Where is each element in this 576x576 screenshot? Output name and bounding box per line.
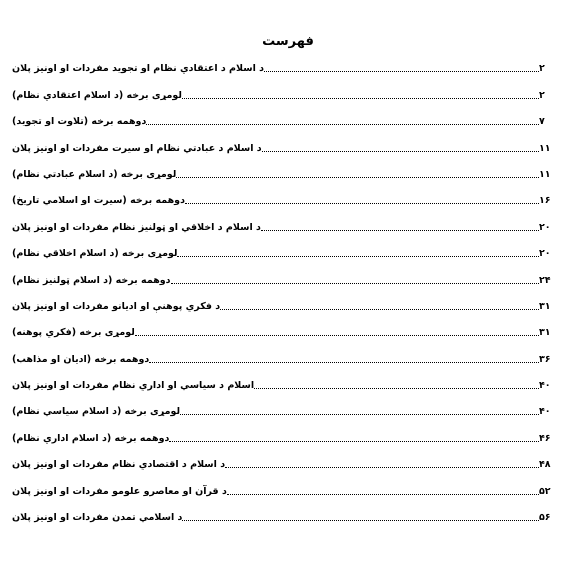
toc-entry bbox=[10, 237, 555, 263]
toc-dot-leader bbox=[146, 124, 539, 125]
toc-entry bbox=[10, 105, 555, 131]
toc-entry-label: لومړی برخه (د اسلام اخلاقي نظام) bbox=[12, 248, 178, 260]
toc-entry bbox=[10, 184, 555, 210]
toc-entry-label: لومړی برخه (د اسلام سیاسي نظام) bbox=[12, 406, 181, 418]
toc-entry-label: د اسلامي تمدن مفردات او اونیز پلان bbox=[12, 512, 183, 524]
toc-entry-page-number: ۴۸ bbox=[539, 459, 551, 471]
toc-dot-leader bbox=[177, 256, 539, 257]
toc-entry-label: دوهمه برخه (سیرت او اسلامي تاریخ) bbox=[12, 195, 185, 207]
toc-entry bbox=[10, 421, 555, 447]
toc-entry-label: لومړی برخه (فکري پوهنه) bbox=[12, 327, 135, 339]
toc-dot-leader bbox=[180, 414, 539, 415]
toc-entry bbox=[10, 369, 555, 395]
toc-dot-leader bbox=[262, 151, 539, 152]
toc-entry bbox=[10, 158, 555, 184]
toc-entry-page-number: ۴۰ bbox=[539, 380, 551, 392]
toc-entry-label: لومړی برخه (د اسلام اعتقادي نظام) bbox=[12, 89, 182, 101]
toc-entry bbox=[10, 316, 555, 342]
toc-dot-leader bbox=[225, 467, 539, 468]
toc-dot-leader bbox=[169, 441, 539, 442]
toc-entry-page-number: ۲ bbox=[539, 89, 545, 101]
toc-entry-page-number: ۲ bbox=[539, 63, 545, 75]
toc-entry-label: دوهمه برخه (د اسلام ټولنیز نظام) bbox=[12, 274, 171, 286]
toc-entry-page-number: ۳۱ bbox=[539, 300, 551, 312]
toc-entry-label: اسلام د سیاسي او اداري نظام مفردات او اونیز پلان bbox=[12, 380, 255, 392]
toc-entry-page-number: ۲۰ bbox=[539, 248, 551, 260]
toc-entry-label: دوهمه برخه (تلاوت او تجوید) bbox=[12, 116, 147, 128]
toc-title: فهرست bbox=[262, 34, 314, 49]
toc-entry-label: لومړی برخه (د اسلام عبادتي نظام) bbox=[12, 168, 177, 180]
toc-dot-leader bbox=[254, 388, 539, 389]
toc-entry-page-number: ۲۰ bbox=[539, 221, 551, 233]
toc-dot-leader bbox=[182, 98, 539, 99]
toc-entry-label: دوهمه برخه (ادیان او مذاهب) bbox=[12, 353, 150, 365]
toc-entry bbox=[10, 342, 555, 368]
toc-entry-label: د اسلام د اعتقادي نظام او تجوید مفردات او اونیز پلان bbox=[12, 63, 265, 75]
toc-entry-page-number: ۳۶ bbox=[539, 353, 551, 365]
toc-entry-label: د فکري پوهنې او ادیانو مفردات او اونیز پلان bbox=[12, 300, 221, 312]
toc-entry-label: دوهمه برخه (د اسلام اداري نظام) bbox=[12, 432, 170, 444]
toc-dot-leader bbox=[227, 494, 539, 495]
toc-entry-page-number: ۴۶ bbox=[539, 432, 551, 444]
toc-entry bbox=[10, 131, 555, 157]
toc-dot-leader bbox=[149, 362, 539, 363]
toc-dot-leader bbox=[176, 177, 539, 178]
toc-entry-page-number: ۲۴ bbox=[539, 274, 551, 286]
toc-entry-page-number: ۴۰ bbox=[539, 406, 551, 418]
toc-dot-leader bbox=[261, 230, 539, 231]
toc-entry bbox=[10, 210, 555, 236]
toc-entry bbox=[10, 448, 555, 474]
toc-dot-leader bbox=[171, 283, 539, 284]
toc-dot-leader bbox=[264, 71, 539, 72]
toc-entry bbox=[10, 78, 555, 104]
toc-dot-leader bbox=[182, 520, 539, 521]
toc-entry-page-number: ۱۱ bbox=[539, 142, 551, 154]
toc-entry-label: د اسلام د اخلاقي او ټولنیز نظام مفردات او اونیز پلان bbox=[12, 221, 261, 233]
toc-entry bbox=[10, 290, 555, 316]
toc-entry bbox=[10, 501, 555, 527]
toc-entry-page-number: ۷ bbox=[539, 116, 545, 128]
toc-entry-page-number: ۵۶ bbox=[539, 512, 551, 524]
toc-entry bbox=[10, 395, 555, 421]
toc-list bbox=[10, 52, 555, 527]
toc-entry-label: د اسلام د اقتصادي نظام مفردات او اونیز پلان bbox=[12, 459, 226, 471]
toc-dot-leader bbox=[185, 203, 539, 204]
toc-dot-leader bbox=[135, 335, 539, 336]
toc-entry-page-number: ۳۱ bbox=[539, 327, 551, 339]
toc-entry-page-number: ۱۱ bbox=[539, 168, 551, 180]
toc-entry-label: د اسلام د عبادتي نظام او سیرت مفردات او اونیز پلان bbox=[12, 142, 262, 154]
toc-dot-leader bbox=[220, 309, 539, 310]
toc-entry-label: د قرآن او معاصرو علومو مفردات او اونیز پلان bbox=[12, 485, 227, 497]
toc-entry-page-number: ۵۲ bbox=[539, 485, 551, 497]
toc-entry bbox=[10, 52, 555, 78]
toc-entry bbox=[10, 474, 555, 500]
toc-entry-page-number: ۱۶ bbox=[539, 195, 551, 207]
toc-entry bbox=[10, 263, 555, 289]
